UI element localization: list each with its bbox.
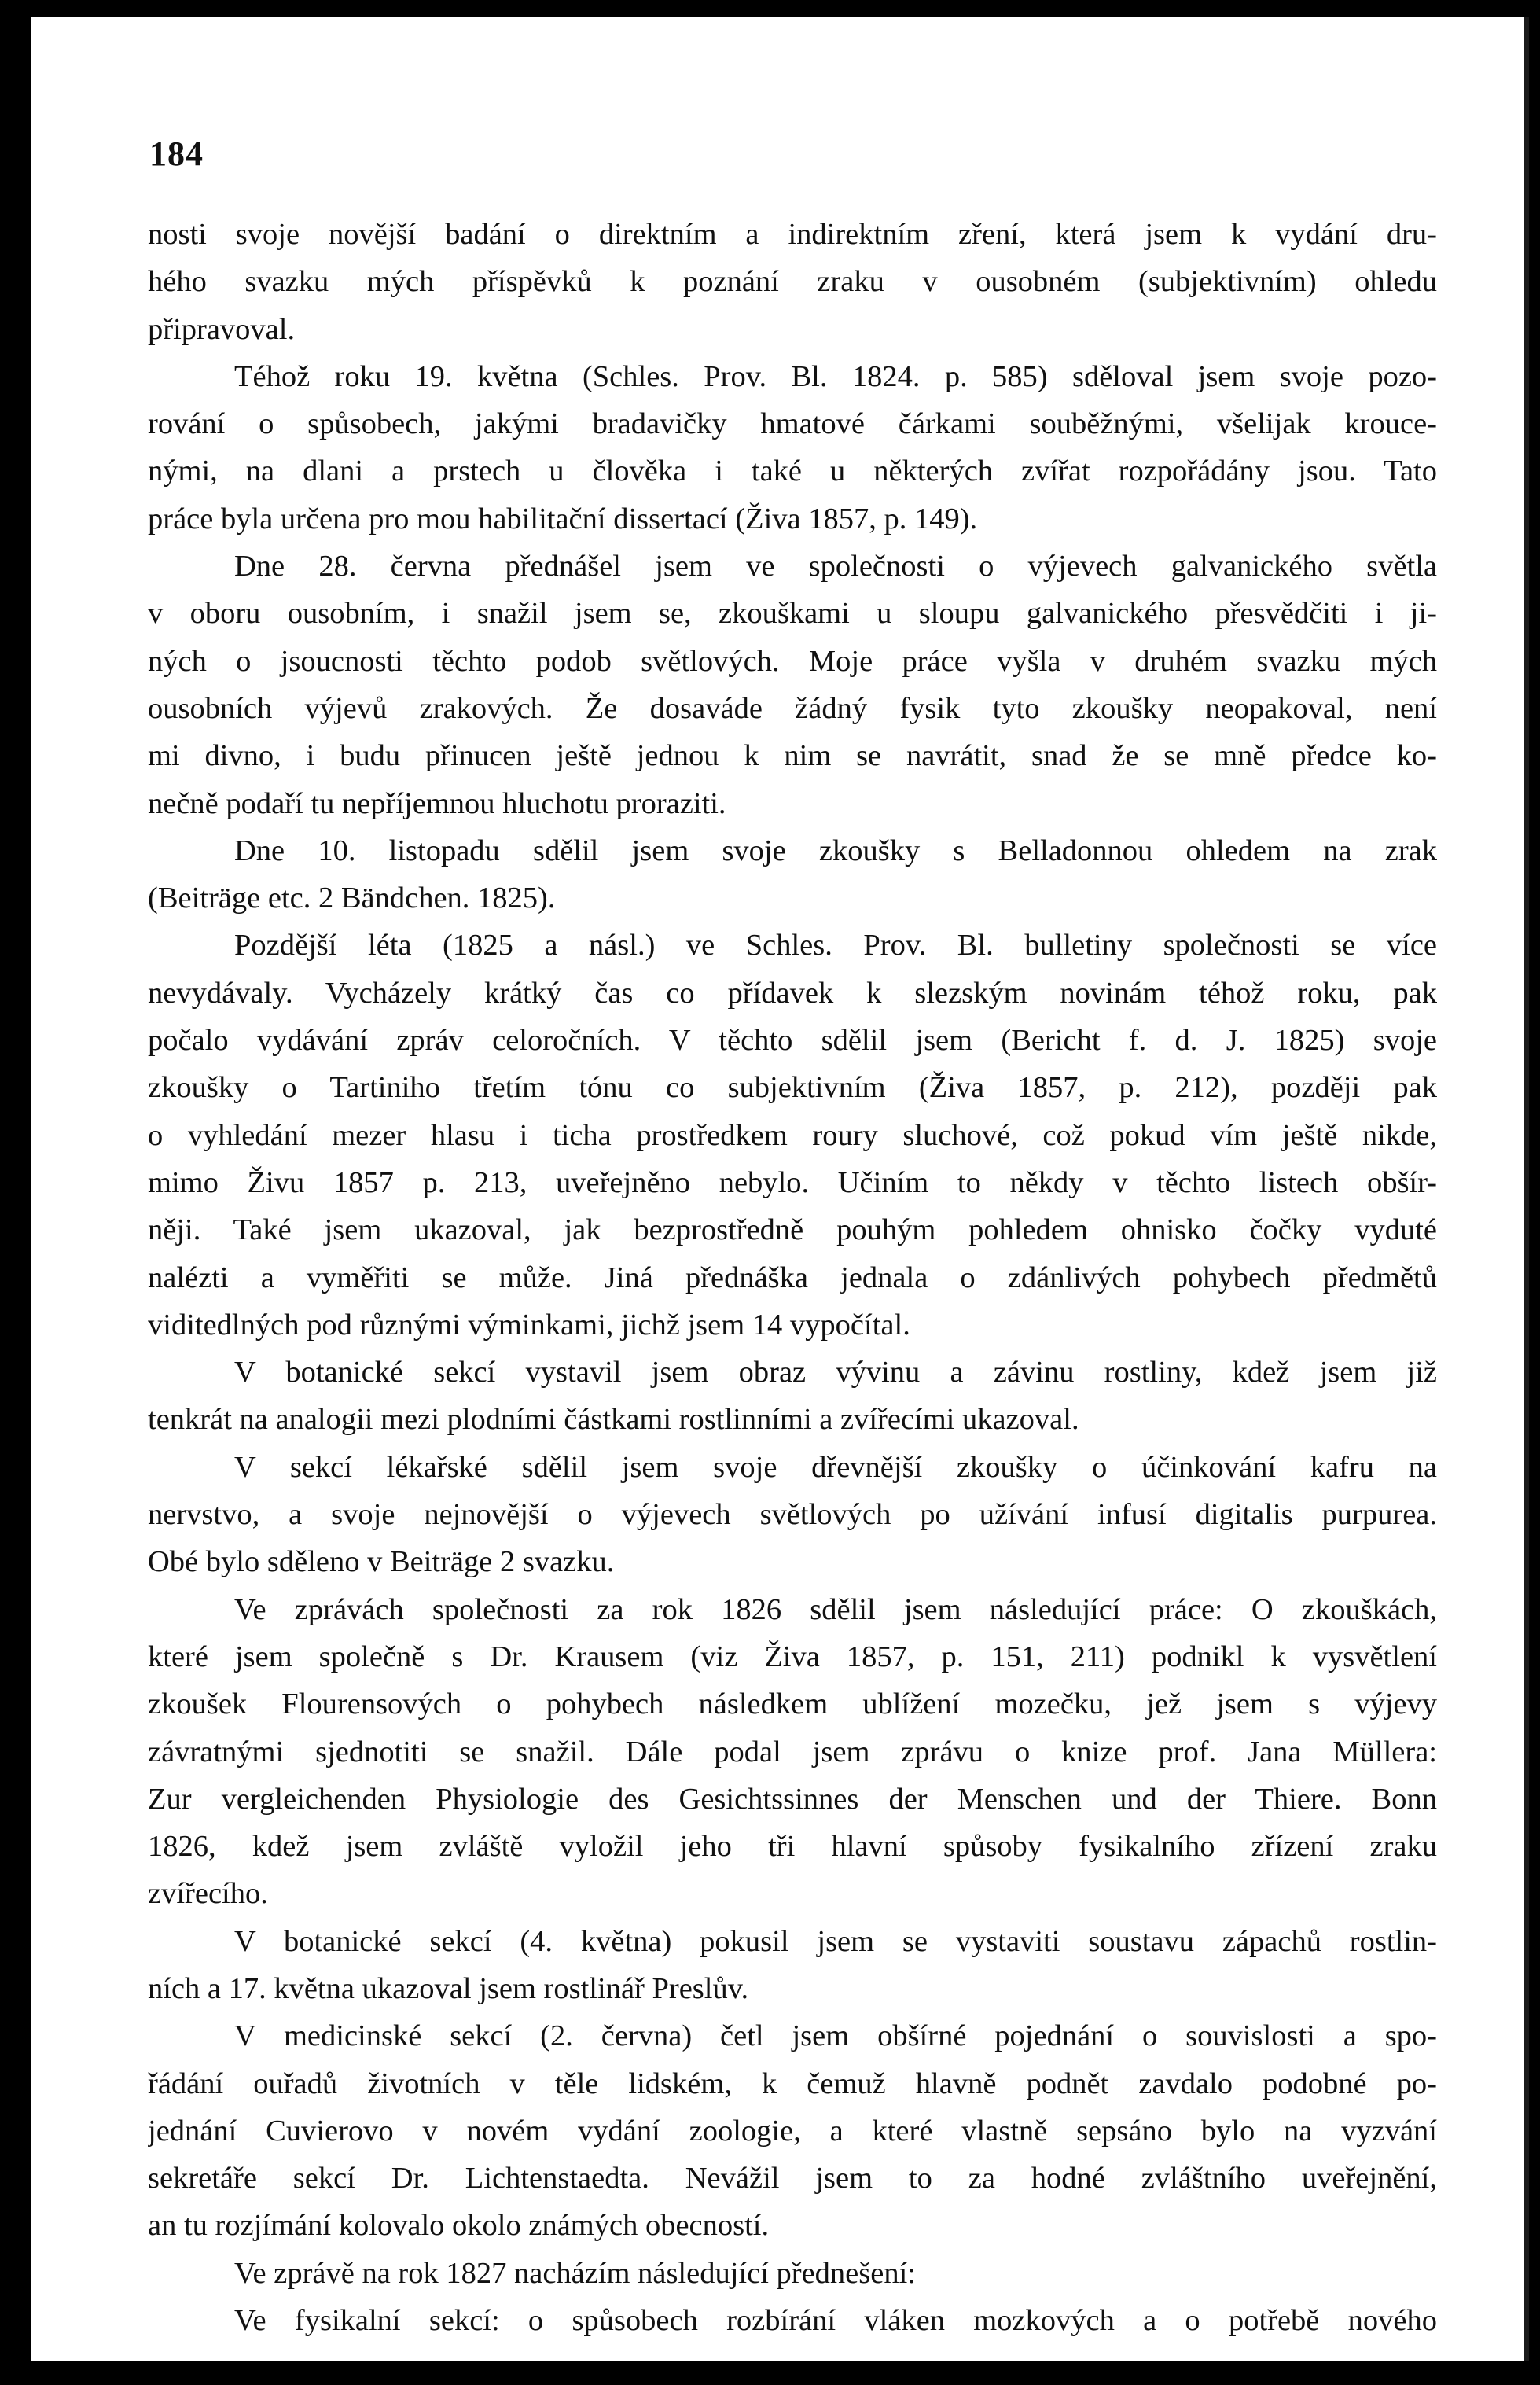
text-line: závratnými sjednotiti se snažil. Dále podal jsem zprávu o knize prof. Jana Müllera:	[148, 1735, 1437, 1769]
text-line: nečně podaří tu nepříjemnou hluchotu proraziti.	[148, 786, 726, 820]
text-line: nevydávaly. Vycházely krátký čas co přídavek k slezským novinám téhož roku, pak	[148, 976, 1437, 1010]
text-line: rování o spůsobech, jakými bradavičky hmatové čárkami souběžnými, všelijak krouce-	[148, 407, 1437, 441]
text-line: o vyhledání mezer hlasu i ticha prostředkem roury sluchové, což pokud vím ještě nikde,	[148, 1118, 1437, 1152]
text-line: V sekcí lékařské sdělil jsem svoje dřevnější zkoušky o účinkování kafru na	[234, 1450, 1437, 1484]
text-line: jednání Cuvierovo v novém vydání zoologie, a které vlastně sepsáno bylo na vyzvání	[148, 2114, 1437, 2148]
text-line: an tu rozjímání kolovalo okolo známých obecností.	[148, 2209, 770, 2243]
book-page	[31, 17, 1529, 2361]
text-line: tenkrát na analogii mezi plodními částkami rostlinními a zvířecími ukazoval.	[148, 1403, 1079, 1437]
text-line: viditedlných pod různými výminkami, jichž jsem 14 vypočítal.	[148, 1308, 910, 1342]
text-line: 1826, kdež jsem zvláště vyložil jeho tři hlavní spůsoby fysikalního zřízení zraku	[148, 1830, 1437, 1864]
text-line: Dne 10. listopadu sdělil jsem svoje zkoušky s Belladonnou ohledem na zrak	[234, 834, 1437, 867]
text-line: ních a 17. května ukazoval jsem rostlinář Preslův.	[148, 1971, 749, 2005]
text-line: Pozdější léta (1825 a násl.) ve Schles. Prov. Bl. bulletiny společnosti se více	[234, 929, 1437, 962]
text-line: V medicinské sekcí (2. června) četl jsem obšírné pojednání o souvislosti a spo-	[234, 2019, 1437, 2053]
text-line: v oboru ousobním, i snažil jsem se, zkouškami u sloupu galvanického přesvědčiti i ji-	[148, 597, 1437, 631]
text-line: které jsem společně s Dr. Krausem (viz Živa 1857, p. 151, 211) podnikl k vysvětlení	[148, 1640, 1437, 1673]
text-line: mi divno, i budu přinucen ještě jednou k nim se navrátit, snad že se mně předce ko-	[148, 739, 1437, 773]
text-line: práce byla určena pro mou habilitační dissertací (Živa 1857, p. 149).	[148, 502, 978, 536]
text-line: Ve fysikalní sekcí: o spůsobech rozbírání vláken mozkových a o potřebě nového	[234, 2304, 1437, 2338]
page-number: 184	[149, 134, 204, 173]
body-text	[148, 211, 1437, 2344]
text-line: (Beiträge etc. 2 Bändchen. 1825).	[148, 881, 556, 915]
text-line: Obé bylo sděleno v Beiträge 2 svazku.	[148, 1545, 615, 1579]
page-edge-line	[1524, 17, 1529, 2361]
text-line: zkoušek Flourensových o pohybech následkem ublížení mozečku, jež jsem s výjevy	[148, 1688, 1437, 1721]
text-line: ných o jsoucnosti těchto podob světlových. Moje práce vyšla v druhém svazku mých	[148, 644, 1437, 678]
text-line: Dne 28. června přednášel jsem ve společnosti o výjevech galvanického světla	[234, 550, 1437, 583]
text-line: V botanické sekcí vystavil jsem obraz vývinu a závinu rostliny, kdež jsem již	[234, 1356, 1437, 1389]
text-line: řádání ouřadů životních v těle lidském, k čemuž hlavně podnět zavdalo podobné po-	[148, 2067, 1437, 2100]
text-line: zkoušky o Tartiniho třetím tónu co subjektivním (Živa 1857, p. 212), později pak	[148, 1071, 1437, 1105]
text-line: V botanické sekcí (4. května) pokusil jsem se vystaviti soustavu zápachů rostlin-	[234, 1924, 1437, 1958]
text-line: nosti svoje novější badání o direktním a indirektním zření, která jsem k vydání dru-	[148, 218, 1437, 251]
text-line: počalo vydávání zpráv celoročních. V těchto sdělil jsem (Bericht f. d. J. 1825) svoje	[148, 1024, 1437, 1058]
text-line: nými, na dlani a prstech u člověka i také u některých zvířat rozpořádány jsou. Tato	[148, 455, 1437, 488]
text-line: hého svazku mých příspěvků k poznání zraku v ousobném (subjektivním) ohledu	[148, 265, 1437, 299]
text-line: sekretáře sekcí Dr. Lichtenstaedta. Nevážil jsem to za hodné zvláštního uveřejnění,	[148, 2162, 1437, 2195]
text-line: nalézti a vyměřiti se může. Jiná přednáška jednala o zdánlivých pohybech předmětů	[148, 1261, 1437, 1294]
text-line: ousobních výjevů zrakových. Že dosaváde žádný fysik tyto zkoušky neopakoval, není	[148, 691, 1437, 725]
text-line: něji. Také jsem ukazoval, jak bezprostředně pouhým pohledem ohnisko čočky vyduté	[148, 1213, 1437, 1247]
text-line: Ve zprávě na rok 1827 nacházím následující přednešení:	[234, 2256, 916, 2290]
text-line: připravoval.	[148, 312, 296, 346]
text-line: Téhož roku 19. května (Schles. Prov. Bl. 1824. p. 585) sděloval jsem svoje pozo-	[234, 359, 1437, 393]
text-line: zvířecího.	[148, 1877, 268, 1911]
text-line: mimo Živu 1857 p. 213, uveřejněno nebylo. Učiním to někdy v těchto listech obšír-	[148, 1165, 1437, 1199]
text-line: nervstvo, a svoje nejnovější o výjevech světlových po užívání infusí digitalis purpurea.	[148, 1498, 1437, 1532]
text-line: Zur vergleichenden Physiologie des Gesichtssinnes der Menschen und der Thiere. Bonn	[148, 1782, 1437, 1816]
text-line: Ve zprávách společnosti za rok 1826 sdělil jsem následující práce: O zkouškách,	[234, 1592, 1437, 1626]
